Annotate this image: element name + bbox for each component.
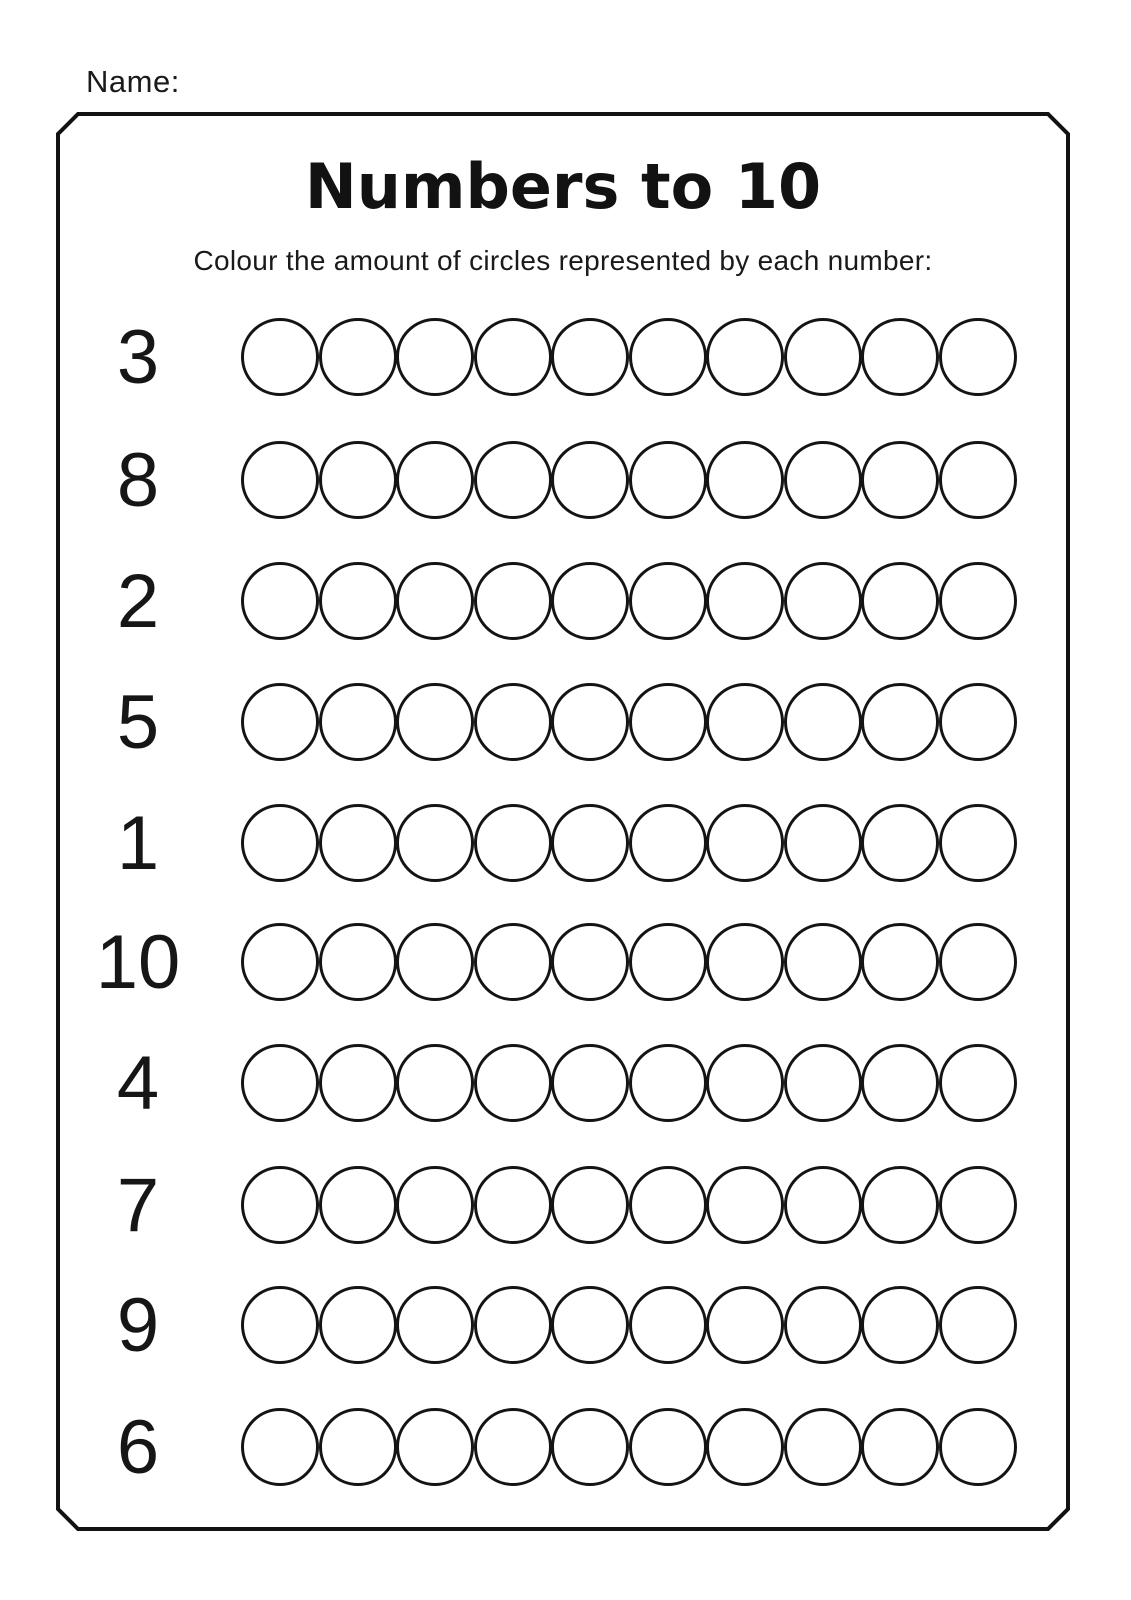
colour-circle[interactable] bbox=[241, 804, 319, 882]
colour-circle[interactable] bbox=[551, 683, 629, 761]
name-label: Name: bbox=[86, 64, 180, 99]
colour-circle[interactable] bbox=[551, 804, 629, 882]
circle-strip bbox=[241, 1286, 1016, 1364]
colour-circle[interactable] bbox=[706, 683, 784, 761]
colour-circle[interactable] bbox=[939, 562, 1017, 640]
colour-circle[interactable] bbox=[939, 1286, 1017, 1364]
circle-strip bbox=[241, 1166, 1016, 1244]
colour-circle[interactable] bbox=[939, 1044, 1017, 1122]
circle-strip bbox=[241, 441, 1016, 519]
colour-circle[interactable] bbox=[241, 1408, 319, 1486]
colour-circle[interactable] bbox=[861, 1408, 939, 1486]
colour-circle[interactable] bbox=[551, 318, 629, 396]
colour-circle[interactable] bbox=[706, 562, 784, 640]
colour-circle[interactable] bbox=[861, 923, 939, 1001]
colour-circle[interactable] bbox=[241, 1166, 319, 1244]
colour-circle[interactable] bbox=[861, 1166, 939, 1244]
colour-circle[interactable] bbox=[784, 1044, 862, 1122]
colour-circle[interactable] bbox=[319, 1044, 397, 1122]
colour-circle[interactable] bbox=[396, 1044, 474, 1122]
colour-circle[interactable] bbox=[706, 1286, 784, 1364]
colour-circle[interactable] bbox=[396, 1408, 474, 1486]
colour-circle[interactable] bbox=[939, 683, 1017, 761]
circle-strip bbox=[241, 683, 1016, 761]
row-number: 3 bbox=[116, 315, 160, 400]
colour-circle[interactable] bbox=[319, 1166, 397, 1244]
colour-circle[interactable] bbox=[396, 1166, 474, 1244]
colour-circle[interactable] bbox=[706, 804, 784, 882]
colour-circle[interactable] bbox=[939, 441, 1017, 519]
colour-circle[interactable] bbox=[861, 683, 939, 761]
colour-circle[interactable] bbox=[474, 1408, 552, 1486]
colour-circle[interactable] bbox=[474, 1044, 552, 1122]
colour-circle[interactable] bbox=[319, 923, 397, 1001]
colour-circle[interactable] bbox=[784, 1166, 862, 1244]
colour-circle[interactable] bbox=[629, 1286, 707, 1364]
colour-circle[interactable] bbox=[551, 441, 629, 519]
colour-circle[interactable] bbox=[241, 923, 319, 1001]
colour-circle[interactable] bbox=[939, 804, 1017, 882]
colour-circle[interactable] bbox=[319, 562, 397, 640]
colour-circle[interactable] bbox=[861, 441, 939, 519]
worksheet-title: Numbers to 10 bbox=[304, 150, 822, 223]
colour-circle[interactable] bbox=[474, 804, 552, 882]
colour-circle[interactable] bbox=[551, 1044, 629, 1122]
colour-circle[interactable] bbox=[784, 1408, 862, 1486]
colour-circle[interactable] bbox=[939, 1166, 1017, 1244]
number-row bbox=[0, 1041, 1131, 1126]
colour-circle[interactable] bbox=[474, 318, 552, 396]
row-number: 7 bbox=[116, 1163, 160, 1248]
colour-circle[interactable] bbox=[939, 923, 1017, 1001]
colour-circle[interactable] bbox=[474, 923, 552, 1001]
number-row bbox=[0, 438, 1131, 523]
colour-circle[interactable] bbox=[629, 441, 707, 519]
colour-circle[interactable] bbox=[629, 1408, 707, 1486]
colour-circle[interactable] bbox=[474, 683, 552, 761]
colour-circle[interactable] bbox=[396, 923, 474, 1001]
row-number: 9 bbox=[116, 1283, 160, 1368]
colour-circle[interactable] bbox=[861, 804, 939, 882]
colour-circle[interactable] bbox=[784, 318, 862, 396]
number-row bbox=[0, 680, 1131, 765]
colour-circle[interactable] bbox=[551, 562, 629, 640]
colour-circle[interactable] bbox=[241, 318, 319, 396]
row-number: 1 bbox=[116, 801, 160, 886]
number-row bbox=[0, 920, 1131, 1005]
colour-circle[interactable] bbox=[551, 1286, 629, 1364]
colour-circle[interactable] bbox=[319, 804, 397, 882]
colour-circle[interactable] bbox=[706, 1044, 784, 1122]
colour-circle[interactable] bbox=[396, 804, 474, 882]
colour-circle[interactable] bbox=[629, 923, 707, 1001]
colour-circle[interactable] bbox=[319, 1408, 397, 1486]
colour-circle[interactable] bbox=[241, 562, 319, 640]
worksheet-instructions: Colour the amount of circles represented by each number: bbox=[193, 245, 933, 276]
colour-circle[interactable] bbox=[861, 562, 939, 640]
colour-circle[interactable] bbox=[784, 562, 862, 640]
colour-circle[interactable] bbox=[319, 683, 397, 761]
colour-circle[interactable] bbox=[629, 1044, 707, 1122]
colour-circle[interactable] bbox=[784, 923, 862, 1001]
colour-circle[interactable] bbox=[706, 923, 784, 1001]
row-number: 6 bbox=[116, 1405, 160, 1490]
colour-circle[interactable] bbox=[629, 804, 707, 882]
colour-circle[interactable] bbox=[784, 804, 862, 882]
colour-circle[interactable] bbox=[474, 1166, 552, 1244]
number-row bbox=[0, 315, 1131, 400]
number-row bbox=[0, 801, 1131, 886]
circle-strip bbox=[241, 804, 1016, 882]
colour-circle[interactable] bbox=[396, 683, 474, 761]
colour-circle[interactable] bbox=[551, 1166, 629, 1244]
colour-circle[interactable] bbox=[861, 1286, 939, 1364]
colour-circle[interactable] bbox=[629, 562, 707, 640]
row-number: 10 bbox=[95, 920, 181, 1005]
colour-circle[interactable] bbox=[241, 1044, 319, 1122]
colour-circle[interactable] bbox=[474, 562, 552, 640]
colour-circle[interactable] bbox=[861, 1044, 939, 1122]
colour-circle[interactable] bbox=[939, 318, 1017, 396]
row-number: 5 bbox=[116, 680, 160, 765]
colour-circle[interactable] bbox=[396, 1286, 474, 1364]
colour-circle[interactable] bbox=[551, 1408, 629, 1486]
colour-circle[interactable] bbox=[396, 318, 474, 396]
colour-circle[interactable] bbox=[241, 1286, 319, 1364]
colour-circle[interactable] bbox=[861, 318, 939, 396]
colour-circle[interactable] bbox=[939, 1408, 1017, 1486]
colour-circle[interactable] bbox=[551, 923, 629, 1001]
circle-strip bbox=[241, 562, 1016, 640]
colour-circle[interactable] bbox=[319, 1286, 397, 1364]
colour-circle[interactable] bbox=[706, 441, 784, 519]
colour-circle[interactable] bbox=[706, 1408, 784, 1486]
colour-circle[interactable] bbox=[474, 1286, 552, 1364]
number-row bbox=[0, 1163, 1131, 1248]
colour-circle[interactable] bbox=[396, 441, 474, 519]
colour-circle[interactable] bbox=[629, 683, 707, 761]
colour-circle[interactable] bbox=[319, 441, 397, 519]
colour-circle[interactable] bbox=[784, 441, 862, 519]
colour-circle[interactable] bbox=[241, 683, 319, 761]
colour-circle[interactable] bbox=[706, 318, 784, 396]
circle-strip bbox=[241, 923, 1016, 1001]
number-row bbox=[0, 1283, 1131, 1368]
colour-circle[interactable] bbox=[629, 318, 707, 396]
circle-strip bbox=[241, 1408, 1016, 1486]
colour-circle[interactable] bbox=[629, 1166, 707, 1244]
colour-circle[interactable] bbox=[396, 562, 474, 640]
circle-strip bbox=[241, 318, 1016, 396]
number-row bbox=[0, 1405, 1131, 1490]
colour-circle[interactable] bbox=[784, 683, 862, 761]
row-number: 4 bbox=[116, 1041, 160, 1126]
colour-circle[interactable] bbox=[784, 1286, 862, 1364]
number-row bbox=[0, 559, 1131, 644]
row-number: 2 bbox=[116, 559, 160, 644]
colour-circle[interactable] bbox=[474, 441, 552, 519]
circle-strip bbox=[241, 1044, 1016, 1122]
row-number: 8 bbox=[116, 438, 160, 523]
colour-circle[interactable] bbox=[319, 318, 397, 396]
colour-circle[interactable] bbox=[241, 441, 319, 519]
colour-circle[interactable] bbox=[706, 1166, 784, 1244]
